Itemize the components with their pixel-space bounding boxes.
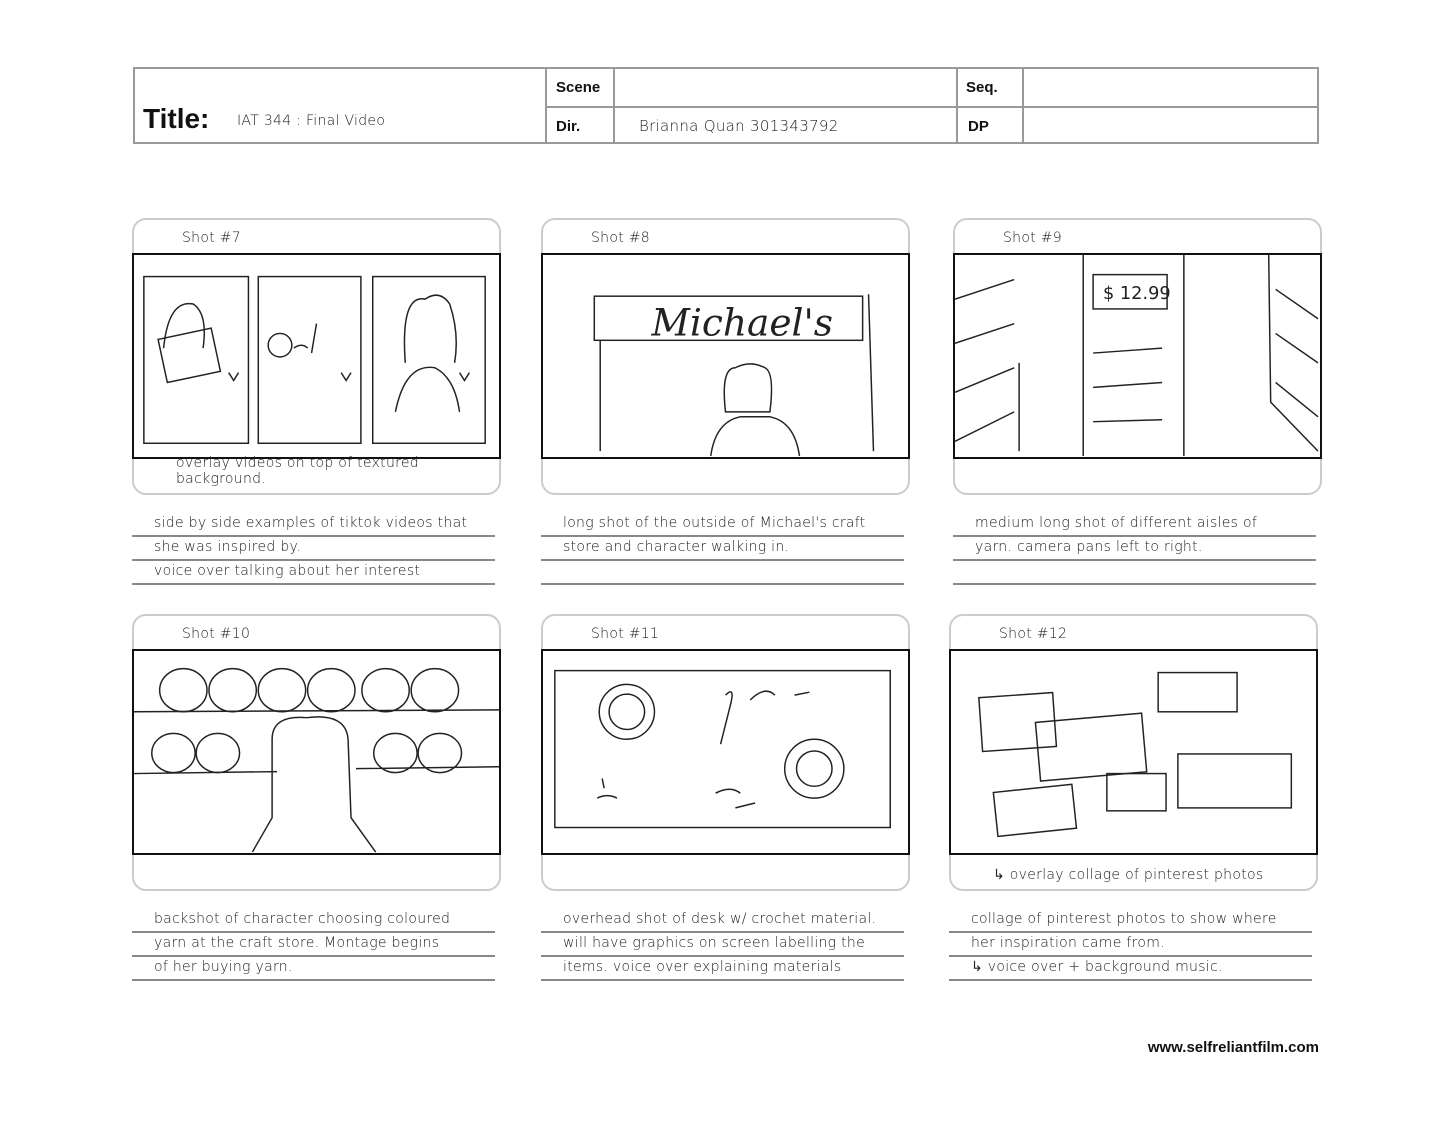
price-tag-text: $ 12.99: [1102, 284, 1171, 305]
note-line[interactable]: [953, 561, 1316, 585]
shot-sketch: [955, 255, 1320, 457]
shot-notes: [949, 909, 1312, 981]
note-line[interactable]: she was inspired by.: [132, 537, 495, 561]
note-line[interactable]: voice over talking about her interest: [132, 561, 495, 585]
shot-notes: [132, 909, 495, 981]
shot-label: Shot #12: [999, 626, 1068, 642]
note-line[interactable]: of her buying yarn.: [132, 957, 495, 981]
note-line[interactable]: will have graphics on screen labelling the: [541, 933, 904, 957]
shot-label: Shot #11: [591, 626, 660, 642]
shot-card: [132, 218, 501, 495]
shot-frame[interactable]: [541, 253, 910, 459]
seq-label: Seq.: [966, 79, 998, 96]
note-line[interactable]: store and character walking in.: [541, 537, 904, 561]
shot-label: Shot #10: [182, 626, 251, 642]
note-line[interactable]: collage of pinterest photos to show where: [949, 909, 1312, 933]
dp-label: DP: [968, 118, 989, 135]
note-line[interactable]: yarn at the craft store. Montage begins: [132, 933, 495, 957]
shot-card: [132, 614, 501, 891]
note-line[interactable]: long shot of the outside of Michael's craft: [541, 513, 904, 537]
note-line[interactable]: side by side examples of tiktok videos that: [132, 513, 495, 537]
michaels-sign-text: Michael's: [651, 300, 834, 345]
note-line[interactable]: [541, 561, 904, 585]
note-line[interactable]: her inspiration came from.: [949, 933, 1312, 957]
shot-frame[interactable]: [953, 253, 1322, 459]
shot-frame[interactable]: [132, 649, 501, 855]
shot-card: [949, 614, 1318, 891]
dir-field[interactable]: Brianna Quan 301343792: [639, 117, 839, 135]
title-label: Title:: [143, 103, 210, 134]
shot-frame[interactable]: [541, 649, 910, 855]
storyboard-header: [133, 67, 1319, 144]
shot-label: Shot #9: [1003, 230, 1063, 246]
shot-label: Shot #8: [591, 230, 651, 246]
note-line[interactable]: medium long shot of different aisles of: [953, 513, 1316, 537]
note-line[interactable]: yarn. camera pans left to right.: [953, 537, 1316, 561]
note-line[interactable]: overhead shot of desk w/ crochet material.: [541, 909, 904, 933]
shot-sketch: [134, 651, 499, 853]
frame-caption: ↳ overlay collage of pinterest photos: [993, 867, 1264, 883]
note-line[interactable]: items. voice over explaining materials: [541, 957, 904, 981]
shot-card: [953, 218, 1322, 495]
shot-label: Shot #7: [182, 230, 242, 246]
scene-label: Scene: [556, 79, 601, 96]
shot-frame[interactable]: [949, 649, 1318, 855]
note-line[interactable]: backshot of character choosing coloured: [132, 909, 495, 933]
shot-frame[interactable]: [132, 253, 501, 459]
shot-sketch: [951, 651, 1316, 853]
title-value: IAT 344 : Final Video: [237, 113, 386, 129]
shot-card: [541, 218, 910, 495]
shot-sketch: [543, 255, 908, 457]
note-line[interactable]: ↳ voice over + background music.: [949, 957, 1312, 981]
shot-notes: [132, 513, 495, 585]
website-link[interactable]: www.selfreliantfilm.com: [1147, 1039, 1319, 1056]
dir-label: Dir.: [556, 118, 581, 135]
shot-notes: [953, 513, 1316, 585]
shot-card: [541, 614, 910, 891]
shot-notes: [541, 909, 904, 981]
frame-caption: overlay videos on top of textured background.: [176, 455, 419, 487]
shot-notes: [541, 513, 904, 585]
shot-sketch: [543, 651, 908, 853]
shot-sketch: [134, 255, 499, 457]
